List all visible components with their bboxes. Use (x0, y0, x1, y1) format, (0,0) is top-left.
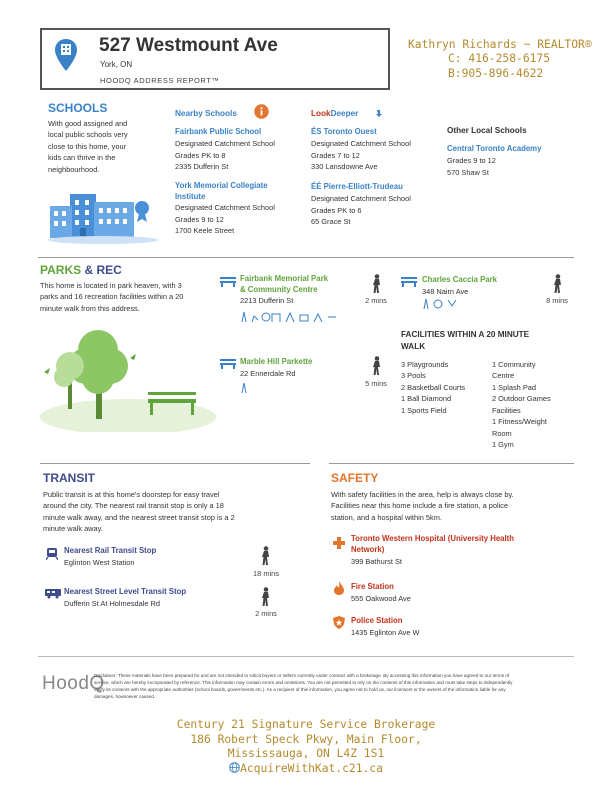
walking-person-icon (551, 274, 565, 294)
police-badge-icon (333, 616, 345, 629)
hoodq-logo: HoodQ (42, 673, 105, 694)
hospital-cross-icon (333, 537, 345, 549)
fire-icon (334, 581, 344, 595)
school-item[interactable]: ÉS Toronto Ouest Designated Catchment School Grades 7 to 12 330 Lansdowne Ave (311, 126, 441, 172)
section-divider (329, 463, 574, 464)
walk-time: 8 mins (546, 296, 568, 305)
park-name[interactable]: Charles Caccia Park (422, 275, 497, 284)
walk-time: 5 mins (365, 379, 387, 388)
facilities-list-1: 3 Playgrounds 3 Pools 2 Basketball Courts 1 Ball Diamond 1 Sports Field (401, 360, 466, 415)
park-bench-icon (220, 277, 236, 287)
parks-title: PARKS & REC (40, 263, 122, 277)
brokerage-address-1: 186 Robert Speck Pkwy, Main Floor, (190, 732, 422, 746)
info-icon[interactable] (254, 104, 269, 119)
transit-stop-title[interactable]: Nearest Street Level Transit Stop (64, 587, 187, 596)
report-label: HOODQ ADDRESS REPORT™ (100, 76, 220, 85)
brokerage-address-2: Mississauga, ON L4Z 1S1 (227, 747, 385, 761)
city-label: York, ON (100, 60, 133, 69)
look-deeper-title: LookDeeper (311, 109, 359, 118)
disclaimer: Disclaimer: These materials have been prepared for and are not intended to solicit buyers or sellers currently under contract with a brokerage. By accessing this information you have agreed to our terms of service, which are hereby incorporated by reference. This information may contain errors and omissions. You are not permitted to rely on the contents of this information and must take steps to independently verify its contents with the appropriate authorities (school boards, governments etc.). As a recipient of this information, you agree not to hold us, our licensors or the owners of the information liable for any damages, howsoever caused. (94, 673, 513, 700)
walk-time: 2 mins (365, 296, 387, 305)
park-name[interactable]: Marble Hill Parkette (240, 357, 313, 366)
safety-name[interactable]: Police Station (351, 616, 403, 625)
brokerage-name: Century 21 Signature Service Brokerage (176, 718, 436, 731)
train-icon (46, 547, 58, 561)
playground-icon (240, 382, 252, 394)
school-name[interactable]: Fairbank Public School (175, 127, 262, 136)
safety-item[interactable]: Toronto Western Hospital (University Health Network) 399 Bathurst St (351, 534, 576, 567)
facility-icons-row (240, 311, 350, 323)
park-item[interactable]: Marble Hill Parkette 22 Ennerdale Rd (240, 356, 360, 380)
parks-intro: This home is located in park heaven, with 3 parks and 16 recreation facilities within a 20 minute walk from this address. (40, 281, 184, 313)
school-name[interactable]: Central Toronto Academy (447, 144, 542, 153)
walking-person-icon (370, 356, 384, 376)
safety-name[interactable]: Fire Station (351, 582, 394, 591)
safety-name[interactable]: Toronto Western Hospital (University Health Network) (351, 534, 515, 554)
safety-intro: With safety facilities in the area, help is always close by. Facilities near this home include a fire station, a police station, and a hospital within 5km. (331, 490, 514, 522)
transit-title: TRANSIT (43, 471, 95, 485)
walking-person-icon (259, 587, 273, 607)
transit-intro: Public transit is at this home's doorstep for easy travel around the city. The nearest rail transit stop is only a 18 minute walk away, and the nearest street transit stop is a 2 minute walk away. (43, 490, 235, 534)
section-divider (38, 257, 574, 258)
school-item[interactable]: York Memorial Collegiate Institute Designated Catchment School Grades 9 to 12 1700 Keele Street (175, 181, 305, 236)
agent-contact (408, 38, 592, 81)
agent-name: Kathryn Richards ~ REALTOR® (408, 38, 592, 51)
other-schools-title: Other Local Schools (447, 126, 527, 135)
walking-person-icon (370, 274, 384, 294)
transit-item[interactable]: Nearest Rail Transit Stop Eglinton West Station (64, 545, 254, 569)
school-item[interactable]: Fairbank Public School Designated Catchment School Grades PK to 8 2335 Dufferin St (175, 126, 305, 172)
walking-person-icon (259, 546, 273, 566)
park-name[interactable]: Fairbank Memorial Park & Community Centre (240, 274, 328, 294)
safety-item[interactable]: Fire Station 555 Oakwood Ave (351, 581, 551, 605)
school-name[interactable]: ÉS Toronto Ouest (311, 127, 377, 136)
park-illustration (38, 322, 218, 432)
transit-item[interactable]: Nearest Street Level Transit Stop Dufferin St At Holmesdale Rd (64, 586, 254, 610)
bus-icon (45, 589, 61, 599)
park-bench-icon (220, 359, 236, 369)
brokerage-block (0, 718, 612, 777)
school-building-illustration (48, 188, 158, 246)
safety-title: SAFETY (331, 471, 379, 485)
schools-intro: With good assigned and local public schools very close to this home, your kids can thrive in the neighbourhood. (48, 119, 128, 174)
transit-stop-title[interactable]: Nearest Rail Transit Stop (64, 546, 157, 555)
facility-icons-row (422, 298, 462, 310)
section-divider (40, 463, 310, 464)
school-item[interactable]: Central Toronto Academy Grades 9 to 12 570 Shaw St (447, 143, 577, 178)
safety-item[interactable]: Police Station 1435 Eglinton Ave W (351, 615, 551, 639)
facilities-list-2: 1 Community Centre 1 Splash Pad 2 Outdoor Games Facilities 1 Fitness/Weight Room 1 Gym (492, 360, 551, 450)
school-name[interactable]: York Memorial Collegiate Institute (175, 181, 268, 201)
school-item[interactable]: ÉÉ Pierre-Elliott-Trudeau Designated Catchment School Grades PK to 6 65 Grace St (311, 181, 441, 227)
footer-divider (38, 656, 574, 657)
address-title: 527 Westmount Ave (99, 35, 278, 56)
school-name[interactable]: ÉÉ Pierre-Elliott-Trudeau (311, 182, 403, 191)
schools-title: SCHOOLS (48, 101, 108, 115)
agent-business-phone: B:905-896-4622 (448, 66, 544, 80)
globe-icon (229, 762, 240, 773)
agent-cell: C: 416-258-6175 (448, 52, 551, 66)
park-item[interactable]: Fairbank Memorial Park & Community Centre 2213 Dufferin St (240, 274, 360, 307)
facilities-title: FACILITIES WITHIN A 20 MINUTE WALK (401, 330, 530, 351)
arrow-down-icon (375, 109, 384, 118)
park-bench-icon (401, 277, 417, 287)
walk-time: 18 mins (253, 569, 279, 578)
brokerage-website[interactable]: AcquireWithKat.c21.ca (0, 762, 612, 777)
nearby-schools-title: Nearby Schools (175, 109, 237, 118)
walk-time: 2 mins (255, 609, 277, 618)
location-pin-icon (54, 38, 78, 72)
park-item[interactable]: Charles Caccia Park 348 Nairn Ave (422, 274, 542, 298)
